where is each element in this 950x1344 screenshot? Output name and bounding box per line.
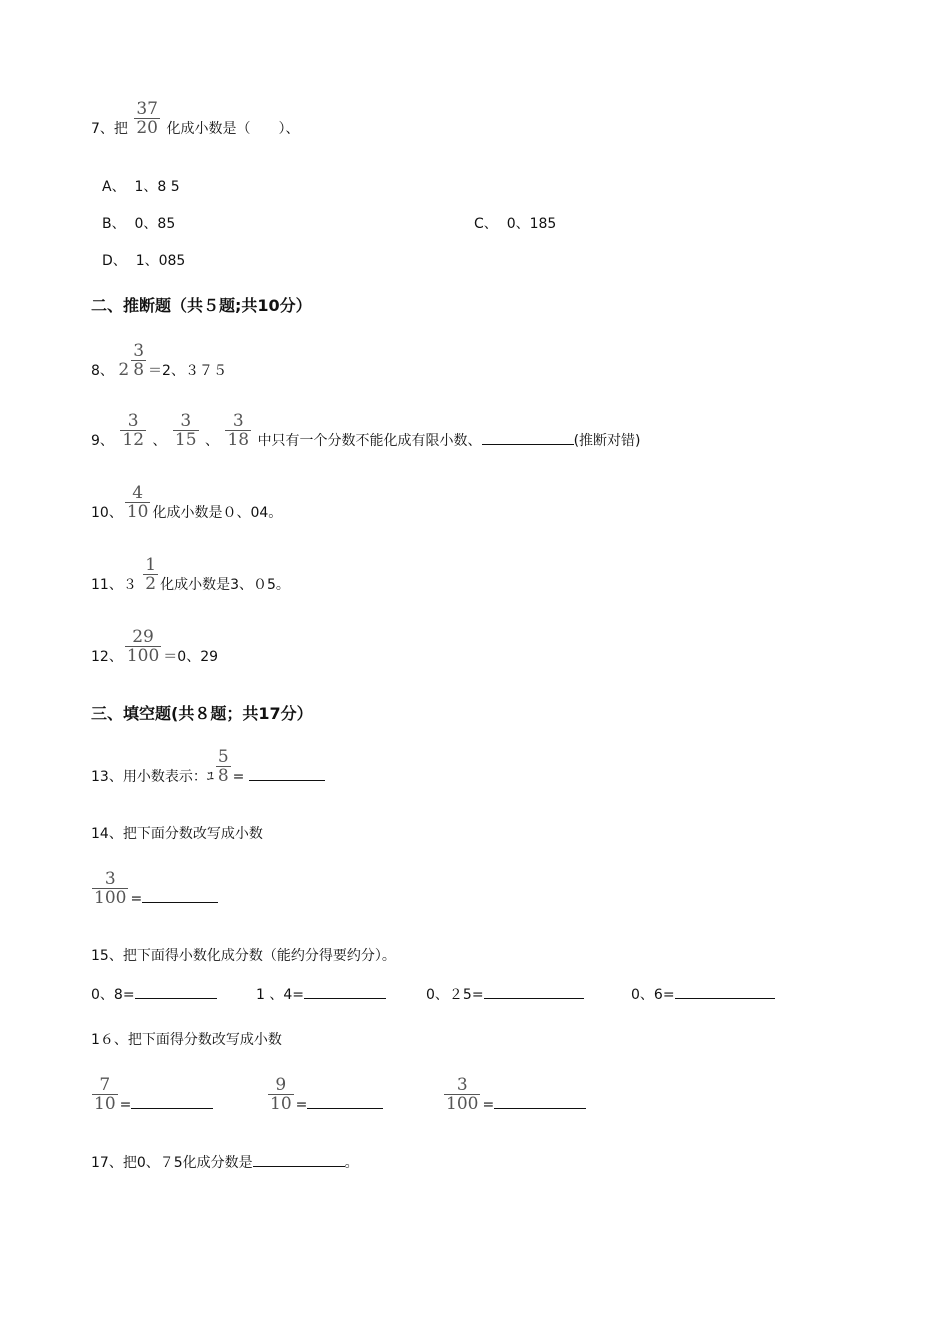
fraction-9-10: $\frac{9}{10}$	[270, 1075, 292, 1114]
answer-blank-13[interactable]	[249, 766, 325, 781]
question-7	[91, 100, 299, 139]
section-2-heading: 二、推断题（共５题;共10分）	[91, 296, 312, 315]
question-8: 8、 2 $\frac{3}{8}$ ＝2、３７５	[91, 341, 227, 380]
fraction-1-2: $\frac{1}{2}$	[145, 555, 157, 594]
question-12: 12、 $\frac{29}{100}$ ＝0、29	[91, 627, 219, 666]
question-16: 1６、把下面得分数改写成小数	[91, 1032, 282, 1048]
fraction-3-12: $\frac{3}{12}$	[122, 411, 145, 450]
fraction-29-100: $\frac{29}{100}$	[126, 627, 160, 666]
stray-mark: ﾕ	[206, 769, 214, 785]
section-3-heading: 三、填空题(共８题；共17分）	[91, 704, 313, 723]
answer-blank-16b[interactable]	[307, 1094, 383, 1109]
question-14-item: $\frac{3}{100}$ =	[90, 870, 218, 909]
q15-item-1: 0、8=	[91, 984, 217, 1005]
question-13: 13、用小数表示：ﾕ $\frac{5}{8}$ =	[91, 748, 325, 787]
q16-item-1: $\frac{7}{10}$ =	[90, 1076, 213, 1115]
answer-blank-17[interactable]	[253, 1152, 345, 1167]
fraction-37-20: $\frac{37}{20}$	[136, 99, 158, 138]
fraction-5-8: $\frac{5}{8}$	[217, 747, 229, 786]
answer-blank-14[interactable]	[142, 888, 218, 903]
q16-item-2: $\frac{9}{10}$ =	[266, 1076, 383, 1115]
q15-item-4: 0、6=	[631, 984, 775, 1005]
q15-item-2: 1 、4=	[256, 984, 386, 1005]
question-7-number: 7、把	[91, 121, 133, 137]
question-7-text: 化成小数是（ ）、	[166, 121, 300, 137]
fraction-3-8: $\frac{3}{8}$	[133, 341, 145, 380]
q16-item-3: $\frac{3}{100}$ =	[442, 1076, 586, 1115]
answer-blank-15d[interactable]	[675, 984, 775, 999]
question-10: 10、 $\frac{4}{10}$ 化成小数是０、04。	[91, 483, 283, 522]
option-a[interactable]: A、 1、8 5	[102, 179, 180, 195]
q15-item-3: 0、２5=	[426, 984, 584, 1005]
fraction-3-100-b: $\frac{3}{100}$	[446, 1075, 479, 1114]
option-d[interactable]: D、 1、085	[102, 253, 186, 269]
fraction-3-100: $\frac{3}{100}$	[94, 869, 127, 908]
option-b[interactable]: B、 0、85	[102, 216, 176, 232]
answer-blank-16a[interactable]	[131, 1094, 213, 1109]
answer-blank-16c[interactable]	[494, 1094, 586, 1109]
question-14: 14、把下面分数改写成小数	[91, 826, 263, 842]
answer-blank-15c[interactable]	[484, 984, 584, 999]
answer-blank-15a[interactable]	[135, 984, 217, 999]
option-c[interactable]: C、 0、185	[474, 216, 557, 232]
fraction-4-10: $\frac{4}{10}$	[126, 483, 149, 522]
fraction-3-15: $\frac{3}{15}$	[174, 411, 197, 450]
mixed-number-whole: 2	[118, 360, 130, 380]
question-11: 11、３ $\frac{1}{2}$ 化成小数是3、０5。	[91, 555, 290, 594]
question-17: 17、把0、７5化成分数是 。	[91, 1152, 359, 1173]
question-9: 9、 $\frac{3}{12}$ 、 $\frac{3}{15}$ 、 $\frac{3}{18}$ 中只有一个分数不能化成有限小数、 (推断对错)	[91, 411, 641, 450]
answer-blank-9[interactable]	[482, 430, 574, 445]
fraction-7-10: $\frac{7}{10}$	[94, 1075, 116, 1114]
answer-blank-15b[interactable]	[304, 984, 386, 999]
question-15: 15、把下面得小数化成分数（能约分得要约分）。	[91, 948, 396, 964]
fraction-3-18: $\frac{3}{18}$	[227, 411, 250, 450]
